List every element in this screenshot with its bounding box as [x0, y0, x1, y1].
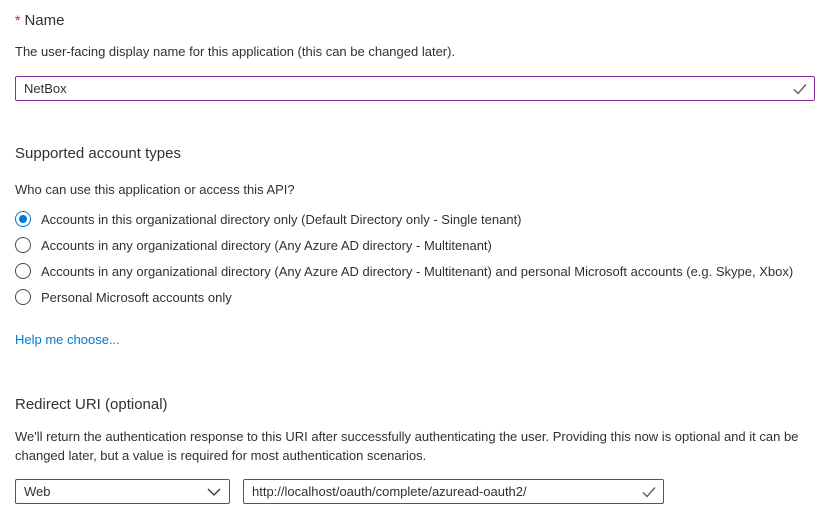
name-input-wrap	[15, 76, 815, 101]
help-me-choose-link[interactable]: Help me choose...	[15, 332, 120, 347]
name-title-label: Name	[24, 12, 65, 29]
radio-button-icon	[15, 289, 31, 305]
account-types-question: Who can use this application or access this API?	[15, 182, 295, 197]
redirect-uri-input[interactable]	[243, 479, 664, 504]
radio-label: Accounts in any organizational directory (Any Azure AD directory - Multitenant) and personal Microsoft accounts (e.g. Skype, Xbox)	[41, 263, 794, 279]
account-type-option-1[interactable]	[15, 232, 815, 258]
redirect-uri-controls	[15, 479, 815, 504]
platform-select[interactable]	[15, 479, 230, 504]
account-types-title: Supported account types	[15, 145, 181, 162]
name-description: The user-facing display name for this application (this can be changed later).	[15, 44, 456, 59]
radio-label: Personal Microsoft accounts only	[41, 289, 232, 305]
account-type-option-3[interactable]	[15, 284, 815, 310]
name-input[interactable]	[15, 76, 815, 101]
chevron-down-icon	[207, 488, 221, 496]
account-types-radio-group	[15, 206, 815, 310]
platform-select-value: Web	[24, 484, 51, 499]
redirect-uri-input-wrap	[243, 479, 664, 504]
account-type-option-2[interactable]	[15, 258, 815, 284]
radio-label: Accounts in this organizational directory only (Default Directory only - Single tenant)	[41, 211, 522, 227]
radio-button-icon	[15, 237, 31, 253]
required-asterisk: *	[15, 12, 21, 28]
account-type-option-0[interactable]	[15, 206, 815, 232]
name-section-title	[15, 10, 815, 31]
radio-button-icon	[15, 211, 31, 227]
radio-button-icon	[15, 263, 31, 279]
redirect-uri-description: We'll return the authentication response to this URI after successfully authenticating the user. Providing this now is optional and it can be changed later, but a value is required for most authentication scenarios.	[15, 429, 799, 463]
radio-label: Accounts in any organizational directory (Any Azure AD directory - Multitenant)	[41, 237, 492, 253]
redirect-uri-title: Redirect URI (optional)	[15, 396, 168, 413]
